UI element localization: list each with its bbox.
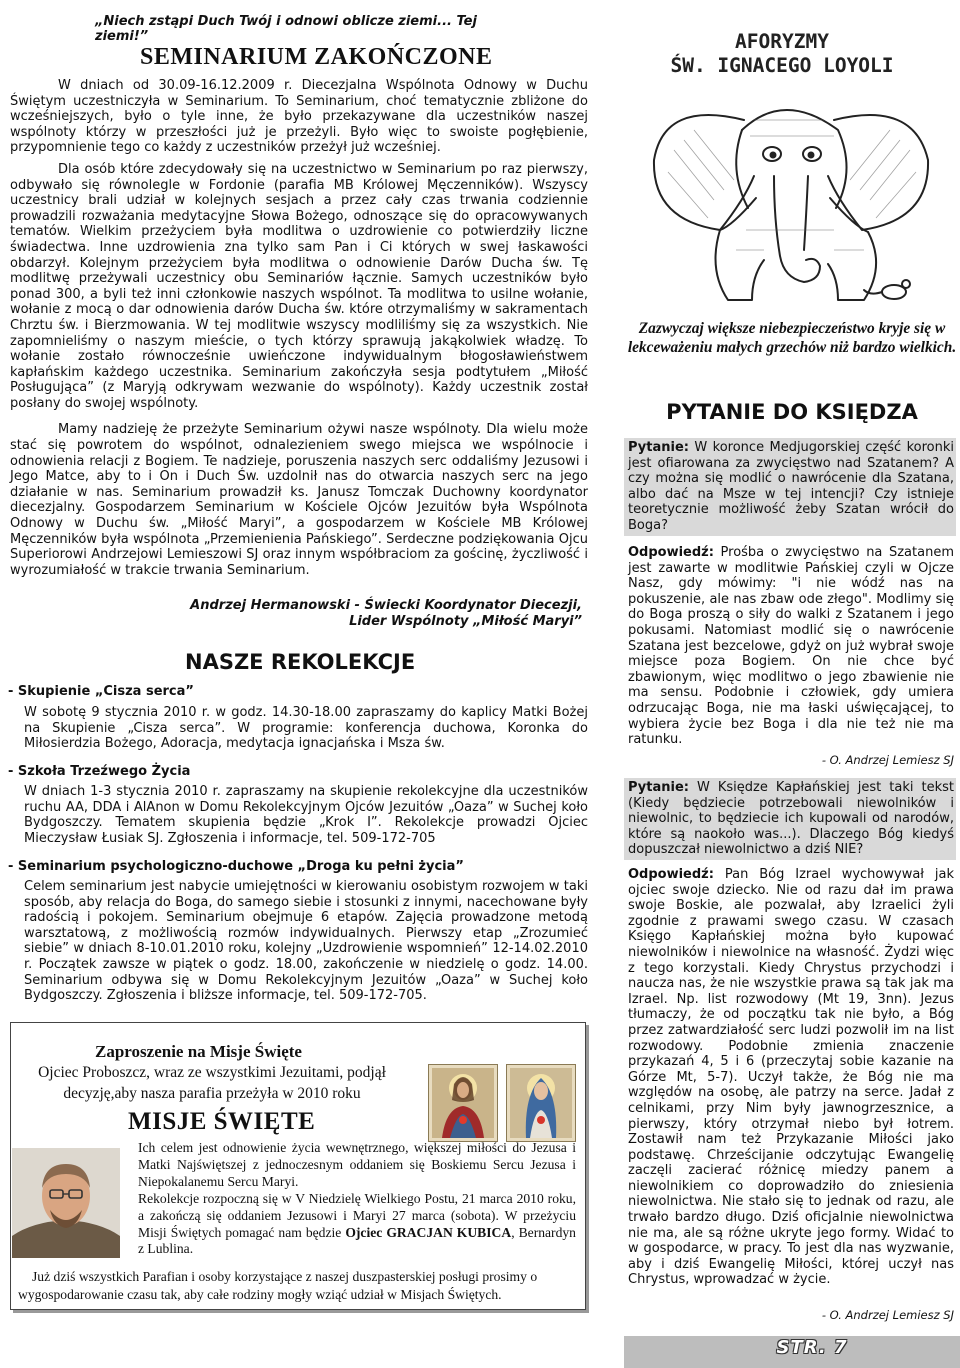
retreat-3-text: Celem seminarium jest nabycie umiejętności w kierowaniu osobistym rozwojem w taki sposób, aby relacja do Boga, do samego siebie i stosunki z innymi, nacechowane były radością i pokojem. Seminarium obejmuje 6 etapów. Zajęcia prowadzone metodą warsztatową, z możliwością rozmów indywidualnych. Pierwszy etap „Zrozumieć siebie” w dniach 8-10.01.2010 roku, kolejny „Uzdrowienie wspomnień” 12-14.02.2010 r. Początek zawsze w piątek o godz. 18.00, zakończenie w niedzielę o godz. 14.00. Seminarium odbywa się w Domu Rekolekcyjnym Jezuitów „Oaza” w Suchej koło Bydgoszczy. Zgłoszenia i bliższe informacje, tel. 509-172-705. <box>24 879 588 1004</box>
missions-invitation: Zaproszenie na Misje Święte <box>95 1042 302 1061</box>
retreat-2-heading: - Szkoła Trzeźwego Życia <box>8 764 191 779</box>
answer-2 <box>628 867 954 1288</box>
aphorisms-title-line-2: ŚW. IGNACEGO LOYOLI <box>670 54 894 77</box>
missions-body-2 <box>138 1191 576 1259</box>
seminar-title: SEMINARIUM ZAKOŃCZONE <box>140 44 493 70</box>
answer-1-label: Odpowiedź: <box>628 545 714 560</box>
signature-line-2: Lider Wspólnoty „Miłość Maryi” <box>349 614 582 629</box>
missions-body-1: Ich celem jest odnowienie życia wewnętrznego, większej miłości do Jezusa i Matki Najświętszej z jednoczesnym oddaniem się Boskiemu Sercu Jezusa i Niepokalanemu Sercu Maryi. <box>138 1140 576 1189</box>
question-2 <box>628 780 954 858</box>
question-1-text: W koronce Medjugorskiej część koronki jest ofiarowana za zwycięstwo nad Szatanem? A czy można się modlić o nawrócenie dla Szatana, albo dać na Msze w tej intencji? Czy istnieje teoretycznie możliwość żeby Szatan wrócił do Boga? <box>628 440 954 533</box>
missions-footer-text: Już dziś wszystkich Parafian i osoby korzystające z naszej duszpasterskiej posługi prosimy o wygospodarowanie czasu tak, aby całe rodziny mogły wziąć udział w Misjach Świętych. <box>18 1269 538 1302</box>
answer-1-text: Prośba o zwycięstwo na Szatanem jest zawarte w modlitwie Pańskiej czyli w Ojcze Nasz, gdy mówimy: "i nie wódź nas na pokuszenie, ale nas zbaw ode złego". Modlimy się do Boga proszą o siły do walki z Szatanem i jego pokusami. Natomiast modlić się o nawrócenie Szatana jest bezcelowe, gdyż on już wybrał swoje miejsce poza Bogiem. On nie chce być zbawionym, więc modlitwo o jego zbawienie nie ma sensu. Podobnie i człowiek, gdy umiera odrzucając Boga, nie ma łaski uświęcającej, to wybiera życie bez Boga i dla nie też nie ma ratunku. <box>628 545 954 748</box>
seminar-signature <box>140 598 582 630</box>
retreat-3-heading: - Seminarium psychologiczno-duchowe „Droga ku pełni życia” <box>8 859 464 874</box>
missions-footer <box>18 1268 578 1303</box>
signature-line-1: Andrzej Hermanowski - Świecki Koordynator Diecezji, <box>190 598 582 613</box>
page-number: STR. 7 <box>776 1337 848 1358</box>
answer-1-author: - O. Andrzej Lemiesz SJ <box>821 753 954 767</box>
priest-photo <box>12 1148 120 1258</box>
aphorisms-title-line-1: AFORYZMY <box>735 30 829 53</box>
missions-body-2-end: , Bernardyn z Lublina. <box>138 1224 576 1257</box>
seminar-article <box>10 78 588 578</box>
seminar-paragraph-2: Dla osób które zdecydowały się na uczestnictwo w Seminarium po raz pierwszy, odbywało się równolegle w Fordonie (parafia MB Królowej Męczenników). Wszyscy uczestnicy brali udział w kolejnych sesjach a przez cały czas trwania codziennie prowadzili rozważania medytacyjne Słowa Bożego, odnoszące się do opracowywanych tematów. Wielkim przeżyciem była modlitwa o uzdrowienie co potwierdziły liczne świadectwa. Inne uzdrowienia zna tylko sam Pan i Ci których w swej łaskawości obdarzył. Kolejnym przeżyciem była modlitwa o odnowienie Darów Ducha św. Tę modlitwę przeżywali uczestnicy obu Seminariów łącznie. Samych uczestników było ponad 300, a byli też inni członkowie naszych wspólnot. Ta modlitwa to usilne wołanie, wołanie z mocą o dar odnowienia darów Ducha św. które otrzymaliśmy w sakramentach Chrztu św. i Bierzmowania. W tej modlitwie wszyscy modliliśmy się za wszystkich. Nie zapomnieliśmy o naszym mieście, o tych którzy sprawują jakąkolwiek władzę. To wołanie zostało równocześnie uwieńczone indywidualnym błogosławieństwem kapłańskim każdego uczestnika. Seminarium zakończyła sesja podtytułem „Miłość Posługująca” (z Maryją odkrywam wezwanie do wspólnoty). Każdy uczestnik został posłany do swojej wspólnoty. <box>10 161 588 411</box>
question-2-text: W Księdze Kapłańskiej jest taki tekst (Kiedy będziecie potrzebowali niewolników i niewolnic, to będziecie ich kupowali od narodów, które są naokoło was...). Dlaczego Bóg kiedyś dopuszczał niewolnictwo a dziś NIE? <box>628 780 954 858</box>
missions-body-2-start: Rekolekcje rozpoczną się w V Niedzielę Wielkiego Postu, 21 marca 2010 roku, a zakończą się oddaniem Jezusowi i Maryi 27 marca (sobota). W przeżyciu Misji Świętych pomagać nam będzie <box>138 1190 576 1240</box>
missions-title: MISJE ŚWIĘTE <box>128 1108 316 1135</box>
question-1-label: Pytanie: <box>628 440 689 455</box>
answer-2-label: Odpowiedź: <box>628 867 714 882</box>
aphorism-quote: Zazwyczaj większe niebezpieczeństwo kryje się w lekceważeniu małych grzechów niż bardzo wielkich. <box>627 320 957 356</box>
ask-priest-title: PYTANIE DO KSIĘDZA <box>666 400 918 424</box>
question-1 <box>628 440 954 534</box>
answer-2-text: Pan Bóg Izrael wychowywał jak ojciec swoje dziecko. Nie od razu dał im prawa swoje Boskie, ale pozwalał, aby Izraelici żyli zgodnie z prawami swego czasu. W czasach Księgo Kapłańskiej można było kupować niewolników i niewolnice na własność. Żydzi więc z tego korzystali. Kiedy Chrystus przychodzi i naucza nas, że nie wszystkie prawa są tak jak ma Izrael. Np. list rozwodowy (Mt 19, 3nn). Jezus tłumaczy, że od początku tak nie było, a Bóg przez zatwardziałość serc ludzi pozwolił im na list rozwodowy. Podobnie zmienia znaczenie przykazań 4, 5 i 6 (przeczytaj sobie kazanie na Górze Mt, 5-7). Uczył także, że Bóg nie ma względów na osobę, ale patrzy na serce. Jadał z celnikami, przy Nim były jawnogrzesznice, a pierwszy, który otrzymał niebo był łotrem. Zostawił nam też Przykazanie Miłości jako podstawę. Chrześcijanie odczytując Ewangelię zaczęli zacierać różnicę miedzy panem a niewolnikiem co doprowadziło do zniesienia niewolnictwa. Nie stało się to jednak od razu, ale trwało bardzo długo. Dziś oficjalnie niewolnictwa nie ma, ale są różne ukryte jego formy. Widać to w gospodarce, w pracy. To jest dla nas wyzwanie, aby i dziś Ewangelię Miłości, której uczył nas Chrystus, wprowadzać w życie. <box>628 867 954 1288</box>
aphorisms-title <box>632 30 932 78</box>
missions-preacher: Ojciec GRACJAN KUBICA <box>345 1224 512 1240</box>
immaculate-heart-mary-image <box>506 1064 576 1142</box>
missions-body <box>138 1140 576 1258</box>
retreat-1-heading: - Skupienie „Cisza serca” <box>8 684 194 699</box>
seminar-paragraph-3: Mamy nadzieję że przeżyte Seminarium ożywi nasze wspólnoty. Dla wielu może stać się powrotem do wspólnot, odnalezieniem swego miejsca we wspólnocie i odnowienia relacji z Bogiem. Te nadzieje, poruszenia naszych serc oddaliśmy Jezusowi i Jego Matce, aby to i On i Duch Św. uzdolnił nas do otwarcia naszych serc na jego działanie w nas. Seminarium prowadził ks. Janusz Tomczak Duchowny koordynator diecezjalny. Gospodarzem Seminarium w Kościele Ojców Jezuitów była Wspólnota Odnowy w Duchu św. „Miłość Maryi”, a gospodarzem w Kościele MB Królowej Męczenników była wspólnota „Przemienienia Pańskiego”. Serdeczne podziękowania Ojcu Superiorowi Andrzejowi Lemieszowi SJ oraz innym współbraciom za gościnę, życzliwość i wyrozumiałość w trakcie trwania Seminarium. <box>10 422 588 578</box>
sacred-heart-jesus-image <box>428 1064 498 1142</box>
elephant-drawing <box>624 80 960 316</box>
seminar-paragraph-1: W dniach od 30.09-16.12.2009 r. Diecezjalna Wspólnota Odnowy w Duchu Świętym uczestniczyła w Seminarium. To Seminarium, choć tematycznie zbliżone do wcześniejszych, było o tyle inne, że było przekazywane dla uczestników naszej wspólnoty którzy w przeszłości już je przeżyli. Było więc to swoiste pogłębienie, przypomnienie tego co każdy z uczestników przeżył już wcześniej. <box>10 78 588 156</box>
retreat-2-text: W dniach 1-3 stycznia 2010 r. zapraszamy na skupienie rekolekcyjne dla uczestników ruchu AA, DDA i AlAnon w Domu Rekolekcyjnym Ojców Jezuitów „Oaza” w Suchej koło Bydgoszczy. Tematem skupienia będzie „Krok I”. Rekolekcje prowadzi Ojciec Mieczysław Łusiak SJ. Zgłoszenia i informacje, tel. 509-172-705 <box>24 784 588 846</box>
retreat-1-text: W sobotę 9 stycznia 2010 r. w godz. 14.30-18.00 zapraszamy do kaplicy Matki Bożej na Skupienie „Cisza serca”. W programie: konferencja duchowa, Koronka do Miłosierdzia Bożego, Adoracja, medytacja ignacjańska i Msza św. <box>24 705 588 752</box>
answer-1 <box>628 545 954 748</box>
header-motto: „Niech zstąpi Duch Twój i odnowi oblicze ziemi... Tej ziemi!” <box>95 14 477 44</box>
retreats-title: NASZE REKOLEKCJE <box>185 650 416 674</box>
answer-2-author: - O. Andrzej Lemiesz SJ <box>821 1308 954 1322</box>
missions-intro: Ojciec Proboszcz, wraz ze wszystkimi Jezuitami, podjął decyzję,aby nasza parafia przeżyła w 2010 roku <box>38 1064 386 1102</box>
question-2-label: Pytanie: <box>628 780 689 795</box>
